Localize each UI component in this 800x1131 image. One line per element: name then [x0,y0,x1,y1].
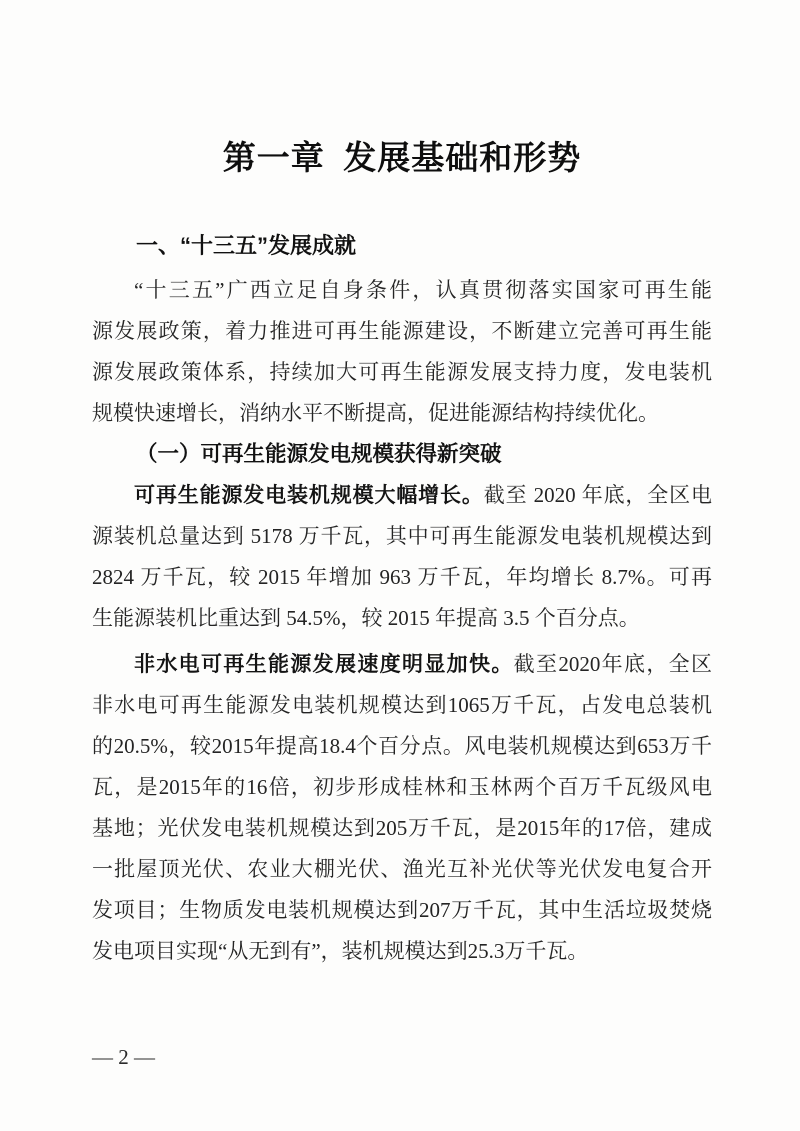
section-heading: 一、“十三五”发展成就 [136,233,357,258]
paragraph [92,475,712,639]
paragraph-line: 瓦，是2015年的16倍，初步形成桂林和玉林两个百万千瓦级风电 [92,775,712,799]
paragraph-line: 规模快速增长，消纳水平不断提高，促进能源结构持续优化。 [92,401,659,425]
paragraph [92,270,712,434]
paragraph-line: “十三五”广西立足自身条件，认真贯彻落实国家可再生能 [134,278,712,302]
paragraph-line: 非水电可再生能源发展速度明显加快。截至2020年底，全区 [134,652,713,676]
page-number: — 2 — [92,1045,155,1069]
paragraph-line: 源装机总量达到 5178 万千瓦，其中可再生能源发电装机规模达到 [92,524,712,548]
paragraph-line: 非水电可再生能源发电装机规模达到1065万千瓦，占发电总装机 [92,693,712,717]
paragraph-line: 一批屋顶光伏、农业大棚光伏、渔光互补光伏等光伏发电复合开 [92,857,712,881]
sub-heading: （一）可再生能源发电规模获得新突破 [136,442,502,466]
paragraph-line: 2824 万千瓦，较 2015 年增加 963 万千瓦，年均增长 8.7%。可再 [92,565,712,589]
bold-lead-text: 可再生能源发电装机规模大幅增长。 [134,483,484,507]
paragraph-line: 基地；光伏发电装机规模达到205万千瓦，是2015年的17倍，建成 [92,816,712,840]
paragraph-line: 发电项目实现“从无到有”，装机规模达到25.3万千瓦。 [92,939,589,963]
paragraph-line: 的20.5%，较2015年提高18.4个百分点。风电装机规模达到653万千 [92,734,712,758]
document-body [92,233,712,972]
paragraph-line: 生能源装机比重达到 54.5%，较 2015 年提高 3.5 个百分点。 [92,606,640,630]
chapter-title: 第一章 发展基础和形势 [222,141,582,177]
paragraph-line: 源发展政策体系，持续加大可再生能源发展支持力度，发电装机 [92,360,712,384]
page-content [92,0,712,1131]
paragraph-line: 源发展政策，着力推进可再生能源建设，不断建立完善可再生能 [92,319,712,343]
bold-lead-text: 非水电可再生能源发展速度明显加快。 [134,652,514,676]
paragraph [92,644,712,972]
paragraph-line: 可再生能源发电装机规模大幅增长。截至 2020 年底，全区电 [134,483,713,507]
paragraph-line: 发项目；生物质发电装机规模达到207万千瓦，其中生活垃圾焚烧 [92,898,712,922]
